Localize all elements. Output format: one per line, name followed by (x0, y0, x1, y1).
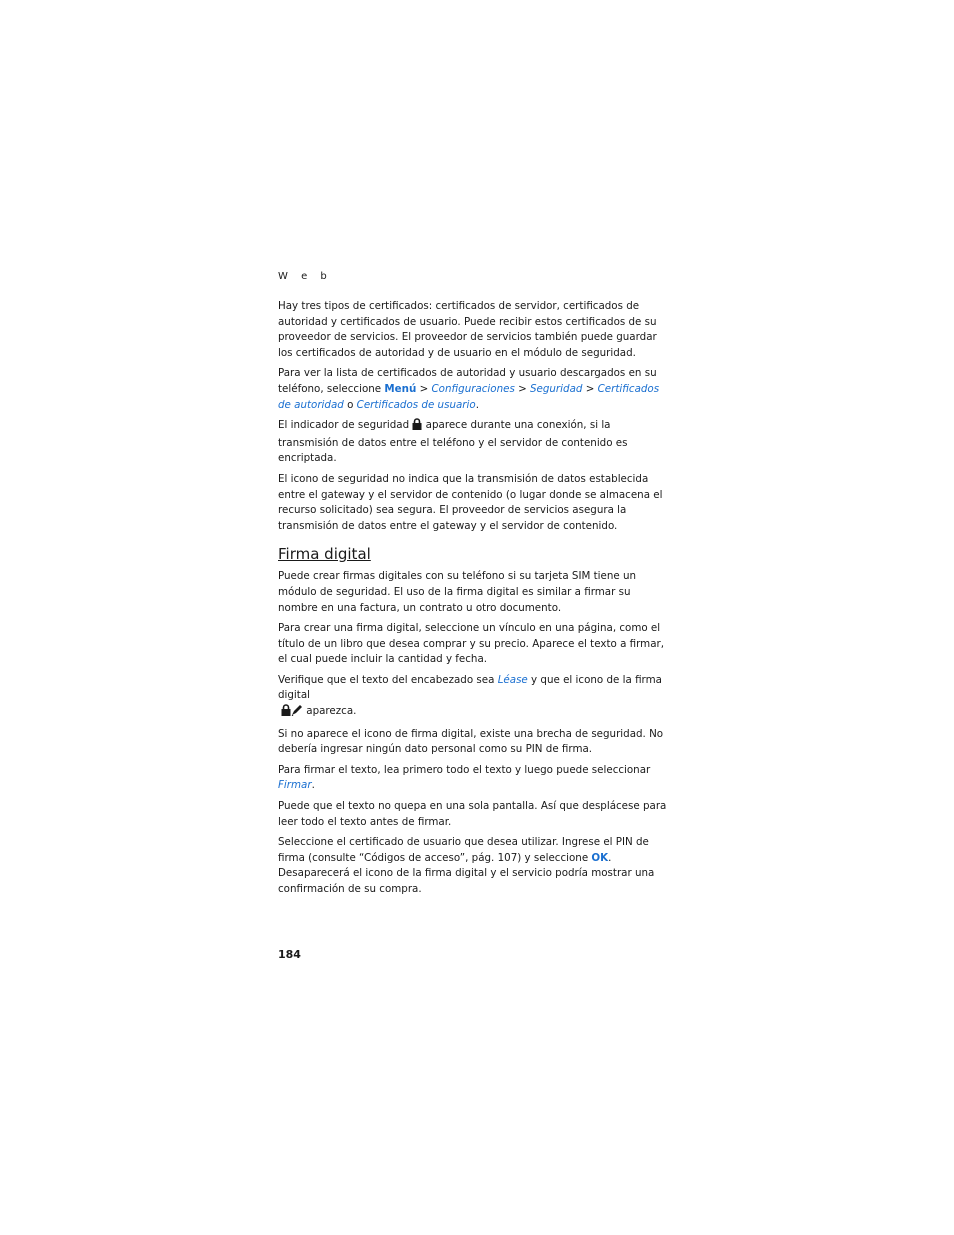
lease-label: Léase (497, 673, 528, 686)
paragraph-view-certificates: Para ver la lista de certificados de autoridad y usuario descargados en su teléfono, seleccione Menú > Configuraciones > Seguridad > Certificados de autoridad o Certificados de usuario. (278, 367, 660, 411)
ok-link[interactable]: OK (591, 851, 609, 864)
paragraph-certificate-types: Hay tres tipos de certificados: certificados de servidor, certificados de autoridad y certificados de usuario. Puede recibir estos certificados de su proveedor de servicios. El proveedor de servicios también puede guardar los certificados de autoridad y de usuario en el módulo de seguridad. (278, 300, 657, 359)
paragraph-security-note: El icono de seguridad no indica que la transmisión de datos establecida entre el gateway y el servidor de contenido (o lugar donde se almacena el recurso solicitado) sea segura. El proveedor de servicios asegura la transmisión de datos entre el gateway y el servidor de contenido. (278, 472, 663, 532)
section-title-firma-digital: Firma digital (278, 545, 371, 564)
digital-signature-icon (281, 704, 303, 722)
auth-certificates-link[interactable]: Certificados de autoridad (278, 382, 660, 411)
padlock-icon (412, 418, 422, 436)
paragraph-select-certificate: Seleccione el certificado de usuario que desea utilizar. Ingrese el PIN de firma (consulte “Códigos de acceso”, pág. 107) y seleccione OK. Desaparecerá el icono de la firma digital y el servicio podría mostrar una confirmación de su compra. (278, 836, 655, 895)
paragraph-scroll-note: Puede que el texto no quepa en una sola pantalla. Así que desplácese para leer todo el texto antes de firmar. (278, 800, 667, 828)
section-header: W e b (278, 271, 332, 282)
user-certificates-link[interactable]: Certificados de usuario (356, 398, 476, 411)
configuraciones-link[interactable]: Configuraciones (431, 382, 515, 395)
paragraph-digital-signature-intro: Puede crear firmas digitales con su teléfono si su tarjeta SIM tiene un módulo de seguridad. El uso de la firma digital es similar a firmar su nombre en una factura, un contrato u otro documento. (278, 570, 637, 614)
paragraph-create-signature: Para crear una firma digital, seleccione un vínculo en una página, como el título de un libro que desea comprar y su precio. Aparece el texto a firmar, el cual puede incluir la cantidad y fecha. (278, 622, 665, 666)
paragraph-security-breach: Si no aparece el icono de firma digital, existe una brecha de seguridad. No debería ingresar ningún dato personal como su PIN de firma. (278, 727, 664, 756)
menu-link[interactable]: Menú (384, 382, 417, 395)
paragraph-verify-header: Verifique que el texto del encabezado sea Léase y que el icono de la firma digital aparezca. (278, 673, 670, 722)
paragraph-sign-text: Para firmar el texto, lea primero todo el texto y luego puede seleccionar Firmar. (278, 763, 651, 792)
page-content (278, 270, 670, 903)
paragraph-security-indicator: El indicador de seguridad aparece durante una conexión, si la transmisión de datos entre el teléfono y el servidor de contenido es encriptada. (278, 419, 628, 465)
seguridad-link[interactable]: Seguridad (530, 382, 583, 395)
page-number: 184 (278, 948, 301, 961)
firmar-link[interactable]: Firmar (278, 779, 312, 792)
